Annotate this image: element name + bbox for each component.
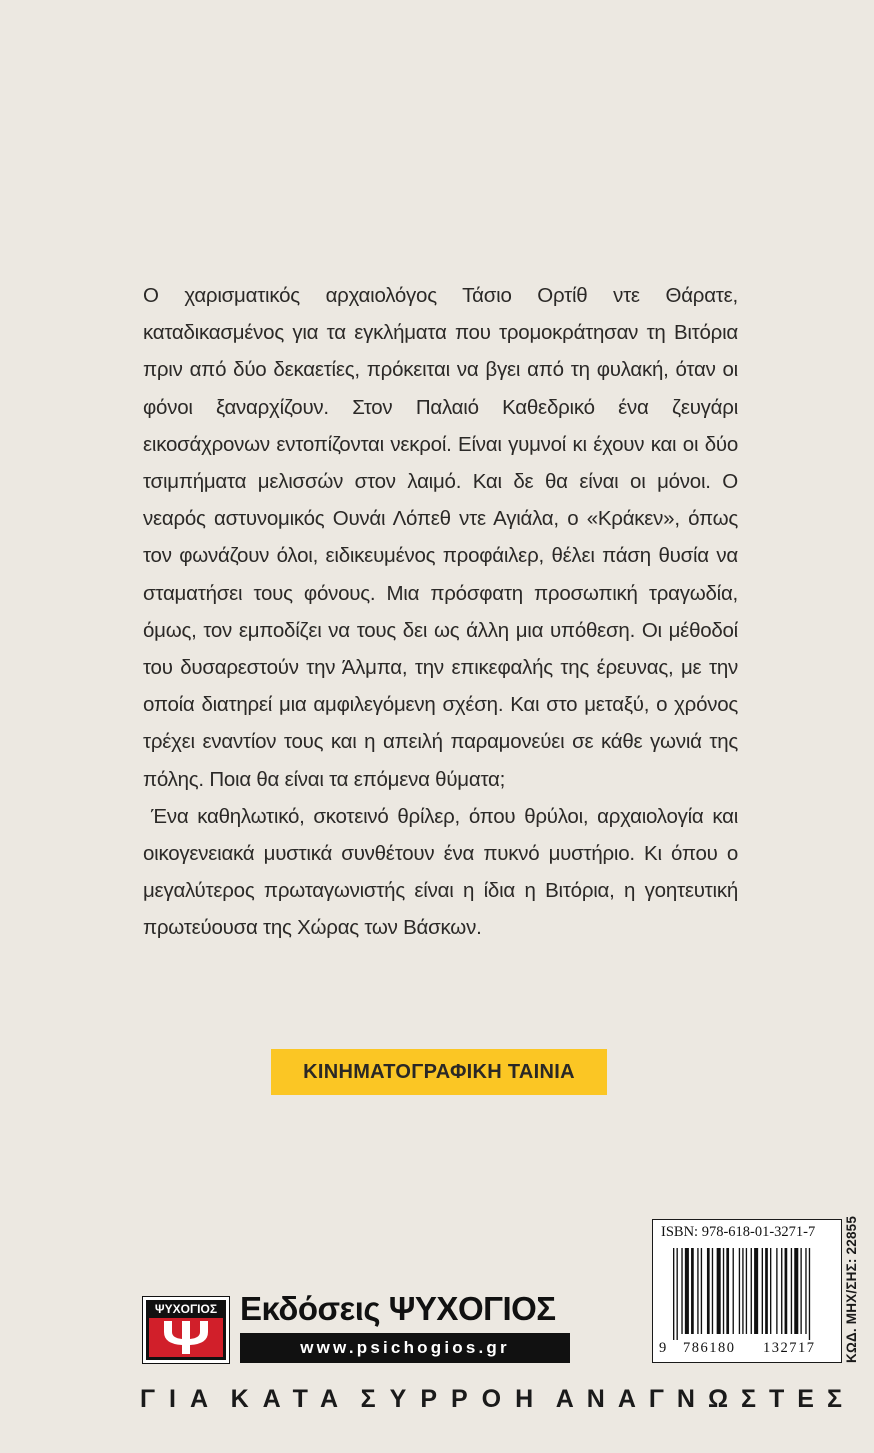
tagline-word-1: ΓΙΑ — [140, 1385, 223, 1413]
barcode — [659, 1248, 837, 1340]
tagline-word-2: ΚΑΤΑ — [230, 1385, 353, 1413]
tagline — [140, 1385, 855, 1414]
publisher-url: www.psichogios.gr — [240, 1333, 570, 1363]
tagline-word-4: ΑΝΑΓΝΩΣΤΕΣ — [555, 1385, 855, 1413]
barcode-digits — [653, 1340, 841, 1360]
back-cover-blurb — [143, 277, 738, 947]
blurb-paragraph-1: Ο χαρισματικός αρχαιολόγος Τάσιο Ορτίθ ντε Θάρατε, καταδικασμένος για τα εγκλήματα που τρομοκράτησαν τη Βιτόρια πριν από δύο δεκαετίες, πρόκειται να βγει από τη φυλακή, όταν οι φόνοι ξαναρχίζουν. Στον Παλαιό Καθεδρικό ένα ζευγάρι εικοσάχρονων εντοπίζονται νεκροί. Είναι γυμνοί κι έχουν και οι δύο τσιμπήματα μελισσών στον λαιμό. Και δε θα είναι οι μόνοι. Ο νεαρός αστυνομικός Ουνάι Λόπεθ ντε Αγιάλα, ο «Κράκεν», όπως τον φωνάζουν όλοι, ειδικευμένος προφάιλερ, θέλει πάση θυσία να σταματήσει τους φόνους. Μια πρόσφατη προσωπική τραγωδία, όμως, τον εμποδίζει να τους δει ως άλλη μια υπόθεση. Οι μέθοδοί του δυσαρεστούν την Άλμπα, την επικεφαλής της έρευνας, με την οποία διατηρεί μια αμφιλεγόμενη σχέση. Και στο μεταξύ, ο χρόνος τρέχει εναντίον τους και η απειλή παραμονεύει σε κάθε γωνιά της πόλης. Ποια θα είναι τα επόμενα θύματα; — [143, 284, 738, 791]
barcode-digits-right: 132717 — [763, 1340, 816, 1356]
tagline-word-3: ΣΥΡΡΟΗ — [360, 1385, 548, 1413]
blurb-paragraph-2: Ένα καθηλωτικό, σκοτεινό θρίλερ, όπου θρύλοι, αρχαιολογία και οικογενειακά μυστικά συνθέτουν ένα πυκνό μυστήριο. Κι όπου ο μεγαλύτερος πρωταγωνιστής είναι η ίδια η Βιτόρια, η γοητευτική πρωτεύουσα της Χώρας των Βάσκων. — [143, 804, 738, 940]
movie-tie-in-badge: ΚΙΝΗΜΑΤΟΓΡΑΦΙΚΗ ΤΑΙΝΙΑ — [271, 1049, 607, 1095]
barcode-digits-left: 786180 — [683, 1340, 736, 1356]
publisher-name: Εκδόσεις ΨΥΧΟΓΙΟΣ — [240, 1290, 556, 1327]
publisher-logo — [142, 1296, 230, 1369]
product-code: ΚΩΔ. ΜΗΧ/ΣΗΣ: 22855 — [844, 1215, 859, 1363]
isbn-label: ISBN: 978-618-01-3271-7 — [661, 1224, 816, 1240]
logo-wordmark: ΨΥΧΟΓΙΟΣ — [154, 1302, 218, 1316]
psi-logo-icon — [142, 1296, 230, 1364]
isbn-barcode-box — [652, 1219, 842, 1363]
barcode-digit-first: 9 — [659, 1340, 667, 1356]
